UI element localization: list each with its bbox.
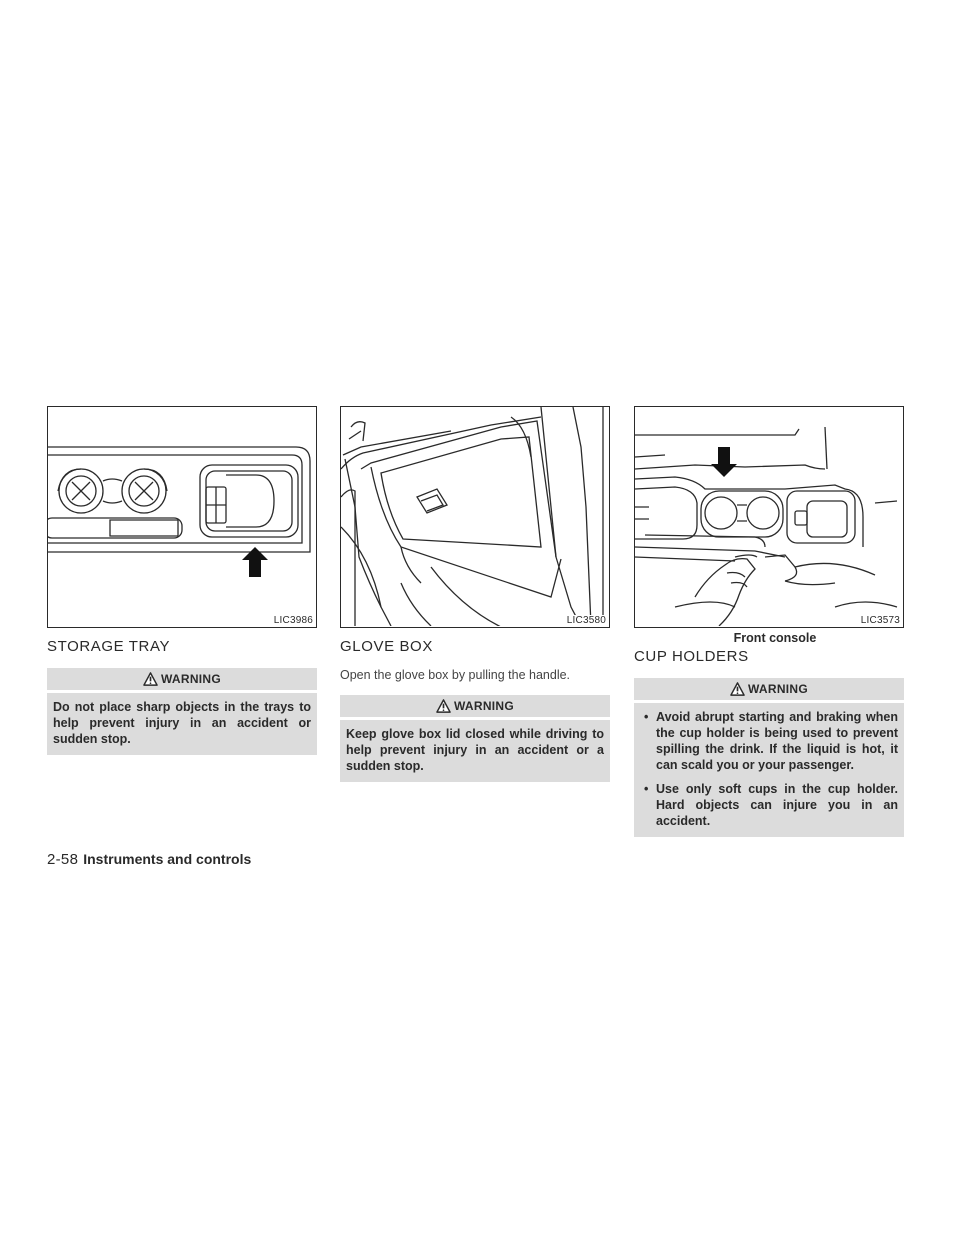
warning-triangle-icon [143, 672, 158, 686]
cup-holders-warning [634, 678, 904, 837]
figure-code: LIC3986 [273, 615, 313, 626]
warning-list-item: • Avoid abrupt starting and braking when the cup holder is being used to prevent spilling the drink. If the liquid is hot, it can scald you or your passenger. [640, 709, 898, 773]
cup-holders-drawing [635, 407, 902, 626]
warning-header [47, 668, 317, 690]
warning-header [340, 695, 610, 717]
section-title-storage-tray: STORAGE TRAY [47, 638, 171, 655]
section-title-cup-holders: CUP HOLDERS [634, 648, 749, 665]
page-number: 2-58 [47, 851, 79, 868]
page-footer [47, 851, 251, 868]
figure-code: LIC3573 [860, 615, 900, 626]
storage-tray-drawing [48, 407, 315, 626]
warning-triangle-icon [436, 699, 451, 713]
glove-box-instruction: Open the glove box by pulling the handle. [340, 668, 571, 682]
figure-code: LIC3580 [566, 615, 606, 626]
storage-tray-column [47, 406, 317, 755]
glove-box-warning [340, 695, 610, 782]
warning-list-item: • Use only soft cups in the cup holder. Hard objects can injure you in an accident. [640, 781, 898, 829]
warning-text [634, 703, 904, 837]
warning-label: WARNING [747, 682, 809, 696]
warning-text: Keep glove box lid closed while driving to help prevent injury in an accident or a sudden stop. [340, 720, 610, 782]
section-name: Instruments and controls [83, 851, 252, 867]
section-title-glove-box: GLOVE BOX [340, 638, 433, 655]
cup-holders-illustration [634, 406, 904, 628]
figure-caption: Front console [733, 631, 817, 645]
storage-tray-warning [47, 668, 317, 755]
warning-text: Do not place sharp objects in the trays to help prevent injury in an accident or sudden stop. [47, 693, 317, 755]
warning-list [640, 709, 898, 829]
glove-box-drawing [341, 407, 608, 626]
warning-triangle-icon [730, 682, 745, 696]
storage-tray-illustration [47, 406, 317, 628]
cup-holders-column [634, 406, 904, 837]
warning-label: WARNING [160, 672, 222, 686]
glove-box-column [340, 406, 610, 782]
glove-box-illustration [340, 406, 610, 628]
warning-label: WARNING [453, 699, 515, 713]
warning-header [634, 678, 904, 700]
